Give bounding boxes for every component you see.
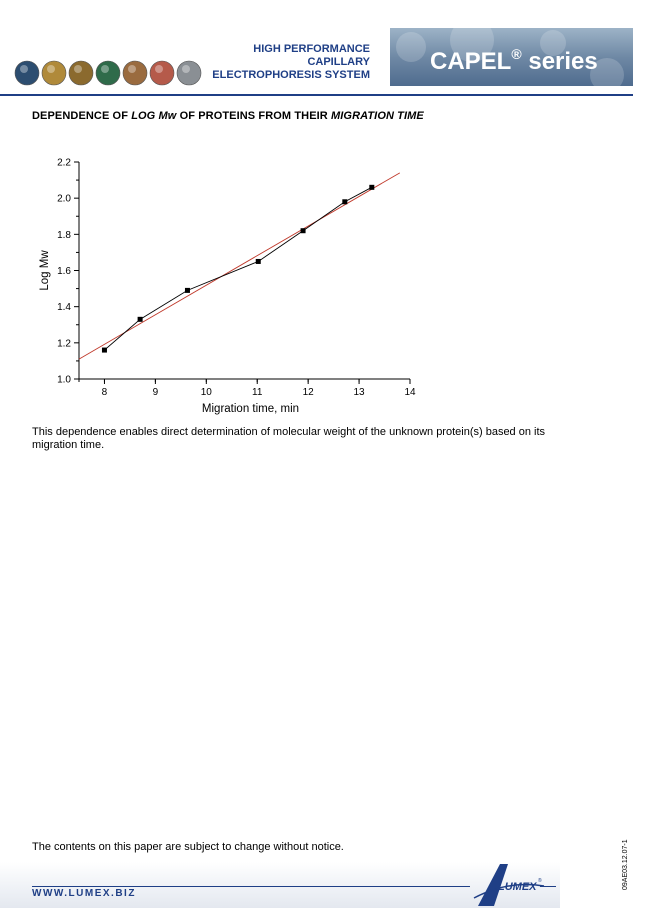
y-tick-label: 1.6 (57, 266, 71, 277)
product-icon-highlight (182, 65, 190, 73)
product-icon-highlight (128, 65, 136, 73)
change-notice: The contents on this paper are subject to change without notice. (32, 841, 344, 853)
product-icon (96, 61, 120, 85)
product-icons-row (14, 58, 204, 88)
logo-registered-mark: ® (538, 878, 542, 884)
chart-lines (79, 173, 400, 359)
heading-part: DEPENDENCE OF (32, 110, 132, 122)
product-icon (15, 61, 39, 85)
page-heading (32, 110, 424, 122)
product-icon (123, 61, 147, 85)
x-tick-label: 12 (302, 387, 314, 398)
y-tick-label: 1.4 (57, 302, 71, 314)
connect-line (104, 187, 371, 350)
y-tick-label: 1.2 (57, 338, 71, 350)
banner-title (430, 48, 598, 76)
y-axis-label: Log Mw (39, 250, 51, 291)
data-point (138, 317, 143, 322)
product-icon (150, 61, 174, 85)
heading-part-italic: LOG Mw (131, 110, 177, 122)
header-line-1: HIGH PERFORMANCE (253, 43, 370, 55)
data-point (301, 228, 306, 233)
product-icon (69, 61, 93, 85)
y-tick-label: 2.2 (57, 157, 71, 169)
banner-title-main: CAPEL (430, 48, 512, 75)
header-line-3: ELECTROPHORESIS SYSTEM (212, 69, 370, 81)
product-icon (42, 61, 66, 85)
x-tick-label: 11 (252, 387, 263, 398)
banner-title-suffix: series (521, 48, 598, 75)
x-tick-label: 10 (200, 387, 212, 398)
header-rule (0, 94, 633, 96)
product-icon-highlight (20, 65, 28, 73)
registered-mark: ® (511, 46, 522, 62)
heading-part: OF PROTEINS FROM THEIR (176, 110, 331, 122)
product-icon-highlight (74, 65, 82, 73)
x-tick-label: 13 (353, 387, 365, 398)
x-tick-label: 8 (101, 387, 108, 398)
y-tick-label: 1.0 (57, 374, 71, 386)
header-line-2: CAPILLARY (307, 56, 370, 68)
product-icon-highlight (101, 65, 109, 73)
heading-part-italic: MIGRATION TIME (331, 110, 424, 122)
description-text: This dependence enables direct determination of molecular weight of the unknown protein(s) based on its migration time. (32, 426, 546, 451)
x-tick-label: 14 (404, 387, 416, 398)
fit-line (79, 173, 400, 359)
lumex-logo (468, 858, 548, 910)
x-tick-label: 9 (152, 387, 159, 398)
product-icon-highlight (155, 65, 163, 73)
data-point (342, 199, 347, 204)
y-tick-label: 2.0 (57, 193, 71, 205)
x-axis-label: Migration time, min (201, 403, 300, 415)
chart-axes (74, 162, 410, 384)
logo-text: LUMEX (498, 881, 537, 893)
document-id: 09AE03.12.07-1 (622, 839, 629, 890)
capel-series-banner (390, 28, 633, 86)
logmw-vs-migration-chart (20, 150, 430, 418)
banner-bubble (396, 32, 426, 62)
data-point (256, 259, 261, 264)
data-point (185, 288, 190, 293)
data-point (102, 348, 107, 353)
data-point (369, 185, 374, 190)
product-icon-highlight (47, 65, 55, 73)
website-link[interactable]: WWW.LUMEX.BIZ (32, 888, 136, 899)
y-tick-label: 1.8 (57, 229, 71, 241)
footer-rule (32, 886, 470, 887)
product-icon (177, 61, 201, 85)
